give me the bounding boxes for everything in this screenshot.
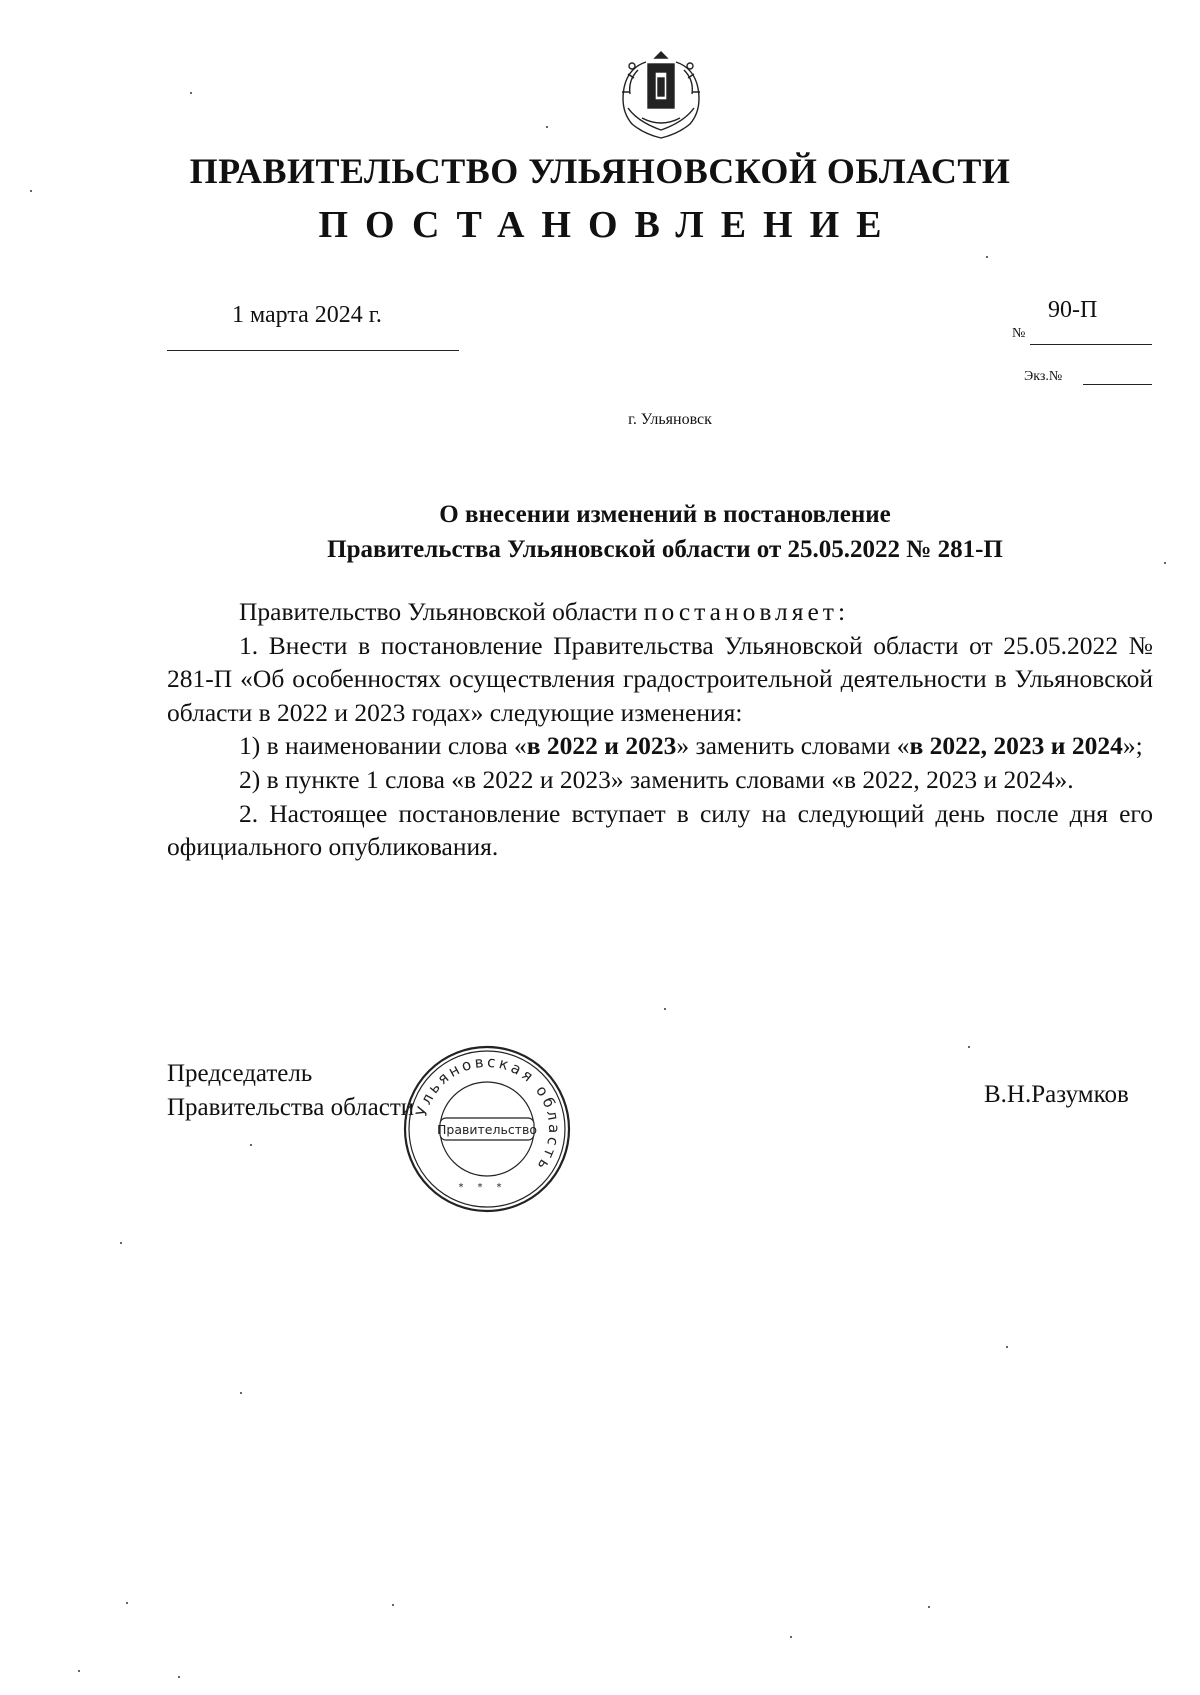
- government-title: ПРАВИТЕЛЬСТВО УЛЬЯНОВСКОЙ ОБЛАСТИ: [189, 151, 1011, 191]
- document-number: 90-П: [1048, 297, 1098, 323]
- scan-speck: [250, 1144, 252, 1146]
- copy-number-label: Экз.№: [1024, 369, 1063, 384]
- signer-position: [167, 1057, 414, 1125]
- document-title-line-1: О внесении изменений в постановление: [439, 501, 891, 528]
- clause-1-subitem-2: 2) в пункте 1 слова «в 2022 и 2023» заменить словами «в 2022, 2023 и 2024».: [239, 764, 1074, 794]
- clause-2-paragraph: 2. Настоящее постановление вступает в силу на следующий день после дня его официального опубликования.: [167, 798, 1153, 862]
- scan-speck: [190, 92, 192, 94]
- svg-text:***: ***: [458, 1182, 516, 1193]
- subitem-1-new-words: в 2022, 2023 и 2024: [909, 731, 1123, 761]
- scan-speck: [928, 1606, 930, 1608]
- date-underline: [167, 350, 459, 351]
- scan-speck: [78, 1670, 80, 1672]
- document-title: [0, 497, 1200, 567]
- subitem-1-text-c: » заменить словами «: [676, 731, 910, 761]
- document-date: 1 марта 2024 г.: [232, 302, 382, 328]
- document-type-heading: ПОСТАНОВЛЕНИЕ: [318, 204, 899, 246]
- preamble-decree-word: постановляет: [643, 597, 838, 626]
- stamp-ring-text: Ульяновская область: [412, 1052, 564, 1176]
- signer-name: В.Н.Разумков: [984, 1081, 1129, 1108]
- scan-speck: [178, 1676, 180, 1678]
- preamble-paragraph: [167, 595, 1153, 629]
- city: г. Ульяновск: [628, 411, 712, 428]
- scan-speck: [968, 1046, 970, 1048]
- coat-of-arms-emblem: [608, 48, 714, 144]
- scan-speck: [392, 1604, 394, 1606]
- subitem-1-old-words: в 2022 и 2023: [526, 731, 677, 761]
- document-title-line-2: Правительства Ульяновской области от 25.05.2022 № 281-П: [327, 536, 1003, 563]
- signer-position-line-1: Председатель: [167, 1060, 313, 1087]
- scan-speck: [664, 1008, 666, 1010]
- subitem-1-text-e: »;: [1122, 731, 1143, 761]
- scan-speck: [126, 1602, 128, 1604]
- scan-speck: [240, 1392, 242, 1394]
- scan-speck: [1164, 562, 1166, 564]
- preamble-end: :: [837, 597, 846, 626]
- stamp-center-text: Правительство: [437, 1122, 537, 1137]
- copy-number-underline: [1083, 384, 1152, 385]
- scan-speck: [1006, 1346, 1008, 1348]
- preamble-text: Правительство Ульяновской области: [239, 597, 644, 626]
- subitem-1-text-a: 1) в наименовании слова «: [239, 731, 527, 761]
- number-underline: [1030, 344, 1152, 345]
- clause-1-paragraph: 1. Внести в постановление Правительства Ульяновской области от 25.05.2022 № 281-П «Об особенностях осуществления градостроительной деятельности в Ульяновской области в 2022 и 2023 годах» следующие изменения:: [167, 630, 1153, 727]
- scan-speck: [546, 126, 548, 128]
- scan-speck: [790, 1636, 792, 1638]
- number-label: №: [1012, 326, 1026, 341]
- clause-1-subitem-1: [167, 729, 1153, 763]
- official-stamp: [402, 1044, 572, 1214]
- scan-speck: [30, 190, 32, 192]
- scan-speck: [986, 256, 988, 258]
- document-body: [167, 595, 1153, 864]
- signer-position-line-2: Правительства области: [167, 1094, 415, 1121]
- scan-speck: [120, 1242, 122, 1244]
